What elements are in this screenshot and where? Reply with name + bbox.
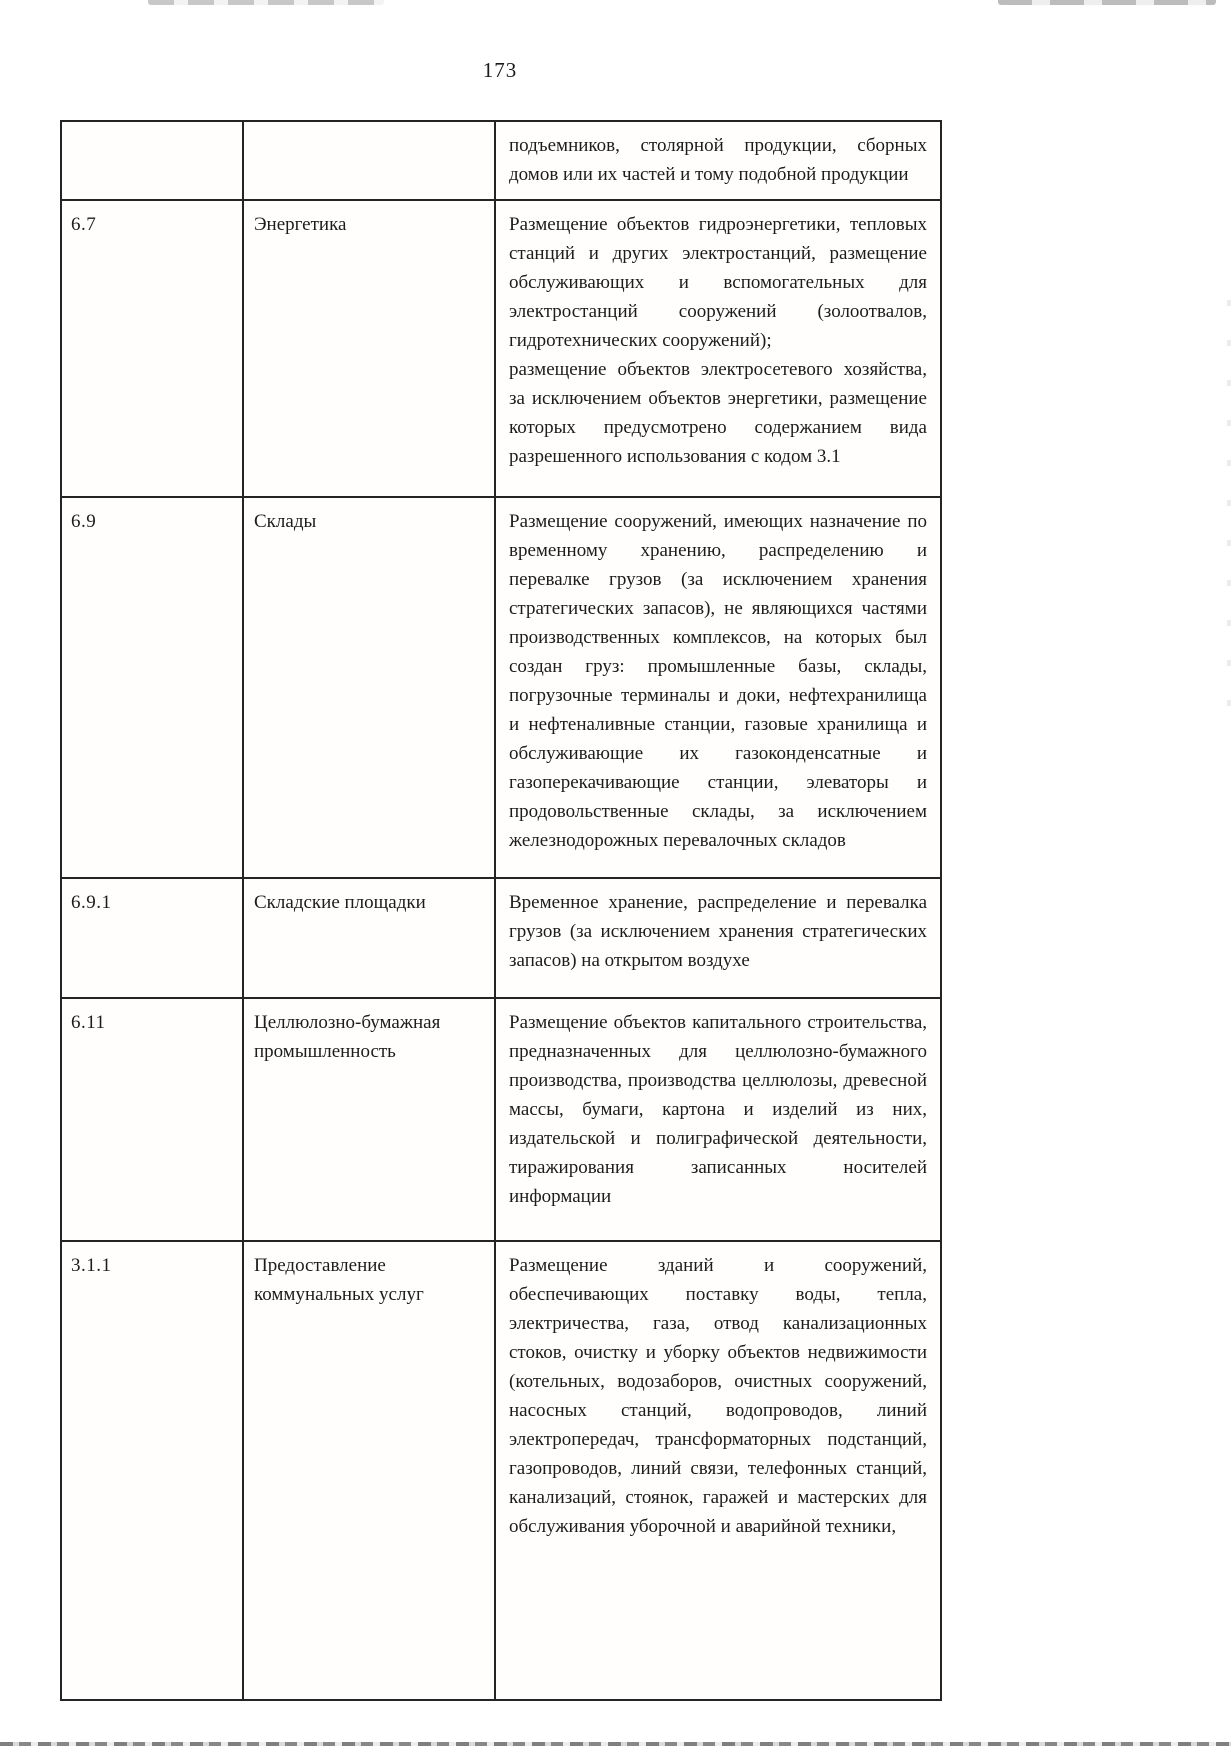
scan-artifact-top-left [148, 0, 384, 5]
row-code: 6.9 [61, 497, 243, 878]
row-code: 3.1.1 [61, 1241, 243, 1700]
row-name [243, 121, 495, 200]
row-code: 6.7 [61, 200, 243, 497]
scan-artifact-right-edge [1227, 300, 1231, 720]
table-row [61, 497, 941, 878]
table-row [61, 878, 941, 998]
row-name: Предоставление коммунальных услуг [243, 1241, 495, 1700]
row-description: Размещение зданий и сооружений, обеспечивающих поставку воды, тепла, электричества, газа, отвод канализационных стоков, очистку и уборку объектов недвижимости (котельных, водозаборов, очистных сооружений, насосных станций, водопроводов, линий электропередач, трансформаторных подстанций, газопроводов, линий связи, телефонных станций, канализаций, стоянок, гаражей и мастерских для обслуживания уборочной и аварийной техники, [495, 1241, 941, 1700]
row-description: Размещение сооружений, имеющих назначение по временному хранению, распределению и перевалке грузов (за исключением хранения стратегических запасов), не являющихся частями производственных комплексов, на которых был создан груз: промышленные базы, склады, погрузочные терминалы и доки, нефтехранилища и нефтеналивные станции, газовые хранилища и обслуживающие их газоконденсатные и газоперекачивающие станции, элеваторы и продовольственные склады, за исключением железнодорожных перевалочных складов [495, 497, 941, 878]
scan-artifact-bottom-line [0, 1742, 1231, 1746]
row-name: Энергетика [243, 200, 495, 497]
page-number: 173 [482, 58, 518, 82]
row-description: Временное хранение, распределение и перевалка грузов (за исключением хранения стратегических запасов) на открытом воздухе [495, 878, 941, 998]
table-body [61, 121, 941, 1700]
row-code: 6.9.1 [61, 878, 243, 998]
table-row [61, 1241, 941, 1700]
table-row [61, 998, 941, 1241]
row-description: подъемников, столярной продукции, сборных домов или их частей и тому подобной продукции [495, 121, 941, 200]
table-row [61, 121, 941, 200]
row-code: 6.11 [61, 998, 243, 1241]
row-description: Размещение объектов капитального строительства, предназначенных для целлюлозно-бумажного производства, производства целлюлозы, древесной массы, бумаги, картона и изделий из них, издательской и полиграфической деятельности, тиражирования записанных носителей информации [495, 998, 941, 1241]
row-name: Целлюлозно-бумажная промышленность [243, 998, 495, 1241]
land-use-classification-table [60, 120, 942, 1701]
table-row [61, 200, 941, 497]
row-name: Склады [243, 497, 495, 878]
scan-artifact-top-right [998, 0, 1216, 5]
row-code [61, 121, 243, 200]
row-description: Размещение объектов гидроэнергетики, тепловых станций и других электростанций, размещение обслуживающих и вспомогательных для электростанций сооружений (золоотвалов, гидротехнических сооружений); размещение объектов электросетевого хозяйства, за исключением объектов энергетики, размещение которых предусмотрено содержанием вида разрешенного использования с кодом 3.1 [495, 200, 941, 497]
row-name: Складские площадки [243, 878, 495, 998]
